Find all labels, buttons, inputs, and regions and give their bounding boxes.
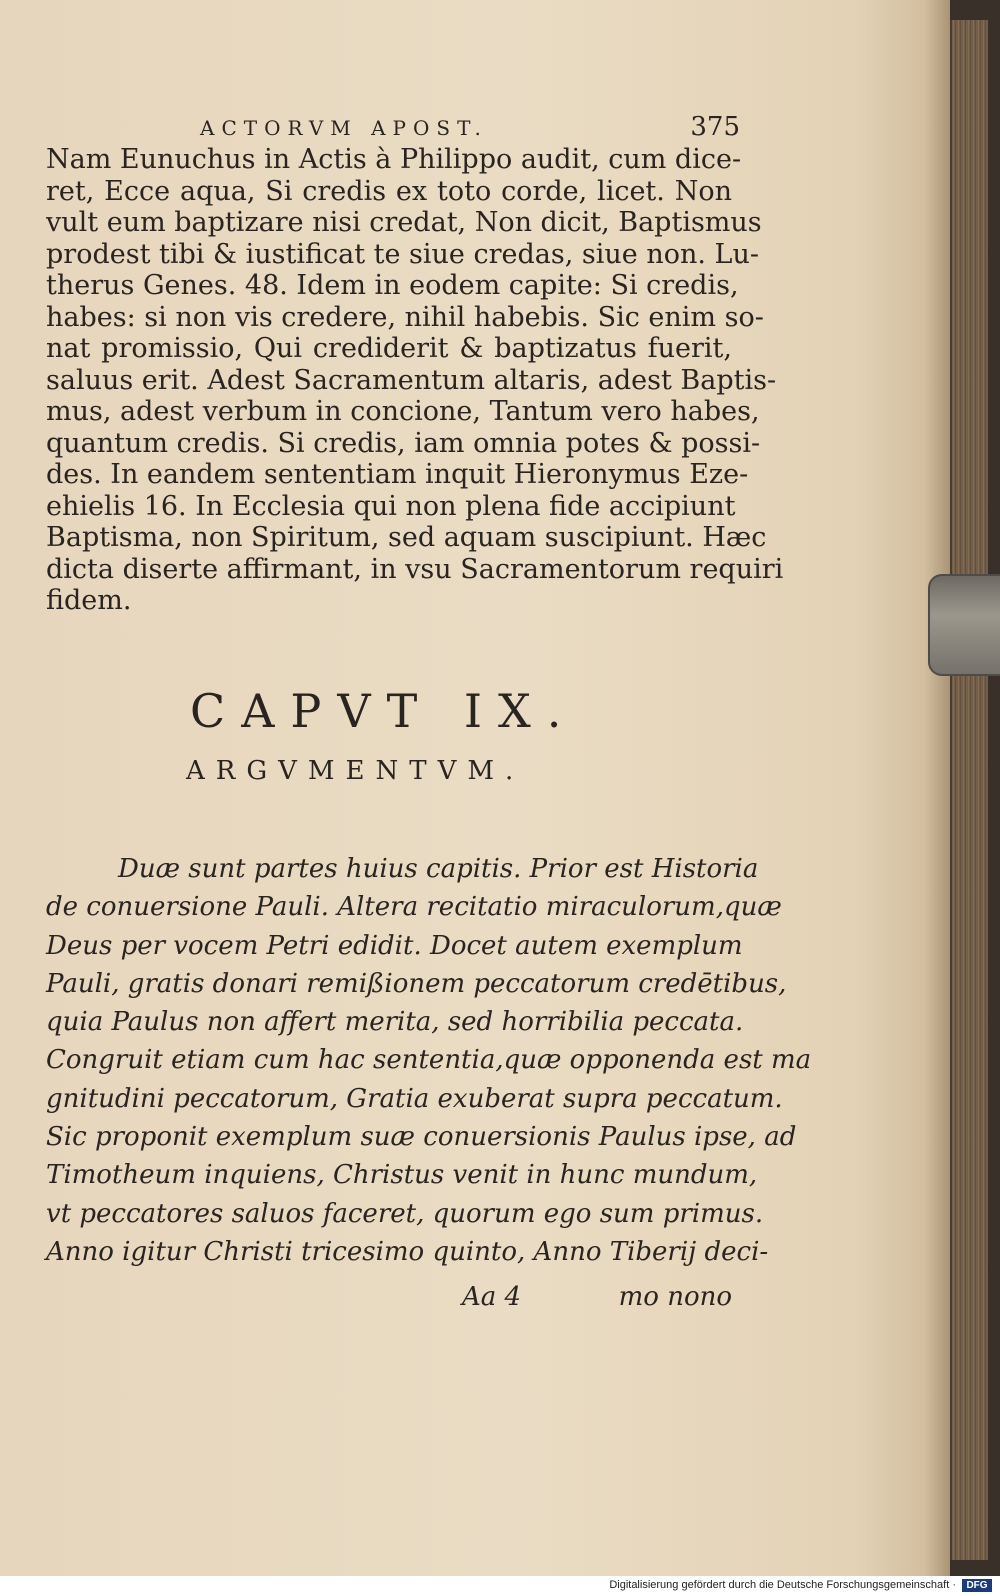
attribution-text: Digitalisierung gefördert durch die Deutsche Forschungsgemeinschaft · <box>609 1579 956 1591</box>
argument-paragraph <box>46 850 812 1271</box>
page-header <box>200 112 740 142</box>
body-paragraph <box>46 144 784 617</box>
text-line: Deus per vocem Petri edidit. Docet autem exemplum <box>46 930 743 961</box>
text-line: Pauli, gratis donari remißionem peccatorum credētibus, <box>46 968 787 999</box>
page-number: 375 <box>690 112 740 142</box>
text-line: de conuersione Pauli. Altera recitatio miraculorum,quæ <box>46 892 782 923</box>
page-gutter-shadow <box>925 0 950 1576</box>
text-line: Baptisma, non Spiritum, sed aquam suscipiunt. Hæc <box>46 522 767 553</box>
text-line: ret, Ecce aqua, Si credis ex toto corde, licet. Non <box>46 175 732 207</box>
book-clasp <box>928 574 1000 676</box>
text-line: quantum credis. Si credis, iam omnia potes & possi- <box>46 427 761 459</box>
dfg-logo: DFG <box>962 1579 992 1592</box>
book-fore-edge <box>950 20 988 1560</box>
text-line: Sic proponit exemplum suæ conuersionis Paulus ipse, ad <box>46 1122 797 1153</box>
attribution-bar <box>0 1576 1000 1596</box>
text-line: fidem. <box>46 585 132 616</box>
text-line: Congruit etiam cum hac sententia,quæ opponenda est ma <box>46 1045 812 1076</box>
text-line: mus, adest verbum in concione, Tantum vero habes, <box>46 396 760 427</box>
argument-title: ARGVMENTVM. <box>186 756 525 786</box>
text-line: Nam Eunuchus in Actis à Philippo audit, cum dice- <box>46 144 742 175</box>
text-line: vult eum baptizare nisi credat, Non dicit, Baptismus <box>46 207 762 238</box>
text-line: Anno igitur Christi tricesimo quinto, Anno Tiberij deci- <box>46 1236 769 1267</box>
text-line: saluus erit. Adest Sacramentum altaris, adest Baptis- <box>46 364 777 396</box>
text-line: Duæ sunt partes huius capitis. Prior est Historia <box>118 854 759 884</box>
text-line: gnitudini peccatorum, Gratia exuberat supra peccatum. <box>46 1083 783 1114</box>
catchword: mo nono <box>618 1282 732 1312</box>
text-line: des. In eandem sententiam inquit Hieronymus Eze- <box>46 459 749 490</box>
text-line: dicta diserte affirmant, in vsu Sacramentorum requiri <box>46 553 784 585</box>
text-line: vt peccatores saluos faceret, quorum ego sum primus. <box>46 1198 764 1229</box>
running-head: ACTORVM APOST. <box>200 116 488 140</box>
text-line: therus Genes. 48. Idem in eodem capite: Si credis, <box>46 270 739 301</box>
text-line: prodest tibi & iustificat te siue credas, siue non. Lu- <box>46 238 759 270</box>
chapter-title: CAPVT IX. <box>190 684 578 738</box>
text-line: ehielis 16. In Ecclesia qui non plena fide accipiunt <box>46 490 736 522</box>
signature-mark: Aa 4 <box>462 1282 522 1312</box>
text-line: Timotheum inquiens, Christus venit in hunc mundum, <box>46 1160 758 1191</box>
text-line: habes: si non vis credere, nihil habebis. Sic enim so- <box>46 301 764 333</box>
text-line: nat promissio, Qui crediderit & baptizatus fuerit, <box>46 333 732 364</box>
page-footer <box>46 1278 732 1318</box>
text-line: quia Paulus non affert merita, sed horribilia peccata. <box>46 1007 744 1038</box>
